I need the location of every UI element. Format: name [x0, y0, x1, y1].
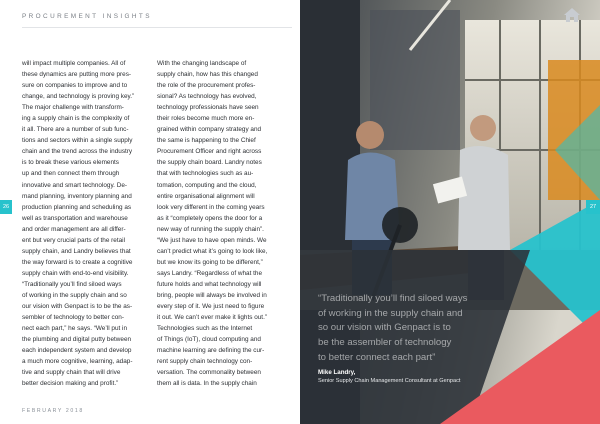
text-line: them all is data. In the supply chain: [157, 380, 257, 388]
quote-line: be the assembler of technology: [318, 337, 452, 349]
home-icon[interactable]: [563, 7, 581, 23]
quote-line: “Traditionally you’ll find siloed ways: [318, 293, 468, 304]
text-line: will impact multiple companies. All of: [22, 60, 126, 67]
text-line: as it “completely opens the door for a: [157, 214, 263, 222]
text-line: Technologies such as the Internet: [157, 325, 253, 333]
text-line: bring, people will always be involved in: [157, 291, 267, 299]
text-line: “We just have to have open minds. We: [157, 236, 267, 244]
text-line: ent but very crucial parts of the retail: [22, 236, 126, 244]
text-line: “Traditionally you’ll find siloed ways: [22, 280, 122, 288]
text-line: sembler of technology to better con-: [22, 314, 124, 322]
text-line: entire organisational alignment will: [157, 192, 255, 200]
page-number-right: 27: [586, 200, 600, 214]
text-line: new way of running the supply chain”.: [157, 225, 264, 233]
text-line: tive and supply chain that will drive: [22, 369, 121, 377]
text-line: The major challenge with transform-: [22, 104, 124, 112]
quote-line: of working in the supply chain and: [318, 307, 463, 319]
text-line: machine learning are defining the cur-: [157, 347, 265, 355]
quote-line: so our vision with Genpact is to: [318, 322, 451, 334]
article-column-2: [157, 58, 285, 389]
text-line: change, and technology is proving key.”: [22, 93, 135, 101]
text-line: the way forward is to create a cognitive: [22, 258, 133, 266]
text-line: look very different in the coming years: [157, 203, 265, 211]
text-line: supply chain, and Landry believes that: [22, 247, 131, 255]
header-divider: [22, 27, 292, 28]
text-line: supply chain with end-to-end visibility.: [22, 269, 129, 277]
text-line: of Things (IoT), cloud computing and: [157, 336, 261, 344]
text-line: up and then connect them through: [22, 170, 120, 178]
quote-line: to better connect each part”: [318, 351, 436, 363]
text-line: sional? As technology has evolved,: [157, 93, 257, 101]
text-line: each independent system and develop: [22, 347, 132, 355]
text-line: better decision making and profit.”: [22, 380, 119, 388]
text-line: it all. There are a number of sub func-: [22, 126, 129, 134]
text-line: every step of it. We just need to figure: [157, 303, 265, 311]
text-line: these dynamics are putting more pres-: [22, 71, 132, 79]
text-line: versation. The commonality between: [157, 369, 261, 377]
text-line: can’t predict what it’s going to look like,: [157, 247, 268, 255]
text-line: well as transportation and warehouse: [22, 214, 128, 222]
text-line: tions and sectors within a single supply: [22, 137, 133, 145]
quote-author-name: Mike Landry,: [318, 369, 356, 376]
text-line: future holds and what technology will: [157, 280, 262, 288]
text-line: the supply chain board. Landry notes: [157, 159, 262, 167]
text-line: that with technologies such as au-: [157, 170, 254, 178]
text-line: and order management are all differ-: [22, 225, 126, 233]
text-line: rent supply chain technology con-: [157, 358, 253, 366]
footer-date: FEBRUARY 2018: [22, 408, 84, 414]
text-line: nect each part,” he says. “We’ll put in: [22, 325, 128, 333]
text-line: of working in the supply chain and so: [22, 291, 127, 299]
page-number-left: 26: [0, 200, 12, 214]
text-line: but we know its going to be different,”: [157, 258, 263, 266]
text-line: sure on companies to improve and to: [22, 82, 128, 90]
text-line: innovative and smart technology. De-: [22, 181, 128, 189]
text-line: the plumbing and digital putty between: [22, 336, 132, 344]
text-line: ing a supply chain is the complexity of: [22, 115, 130, 123]
text-line: With the changing landscape of: [157, 60, 247, 67]
right-page: [300, 0, 600, 424]
quote-author-role: Senior Supply Chain Management Consultant at Genpact: [318, 378, 461, 384]
section-title: PROCUREMENT INSIGHTS: [22, 13, 152, 20]
article-column-1: [22, 58, 150, 389]
text-line: the same is happening to the Chief: [157, 137, 256, 145]
text-line: a much more cognitive, learning, adap-: [22, 358, 133, 366]
text-line: chain and the trend across the industry: [22, 148, 133, 156]
text-line: says Landry. “Regardless of what the: [157, 269, 263, 277]
pull-quote: [318, 292, 467, 366]
text-line: supply chain, how has this changed: [157, 71, 258, 79]
text-line: technology professionals have seen: [157, 104, 259, 112]
text-line: production planning and scheduling as: [22, 203, 132, 211]
text-line: our vision with Genpact is to be the as-: [22, 303, 133, 311]
text-line: is to break these various elements: [22, 159, 119, 167]
text-line: it out. We can’t ever make it lights out.”: [157, 314, 267, 322]
text-line: their roles become much more en-: [157, 115, 255, 123]
text-line: the role of the procurement profes-: [157, 82, 256, 90]
text-line: tomation, computing and the cloud,: [157, 181, 257, 189]
text-line: mand planning, inventory planning and: [22, 192, 132, 200]
text-line: Procurement Officer and right across: [157, 148, 262, 156]
text-line: grained within company strategy and: [157, 126, 262, 134]
